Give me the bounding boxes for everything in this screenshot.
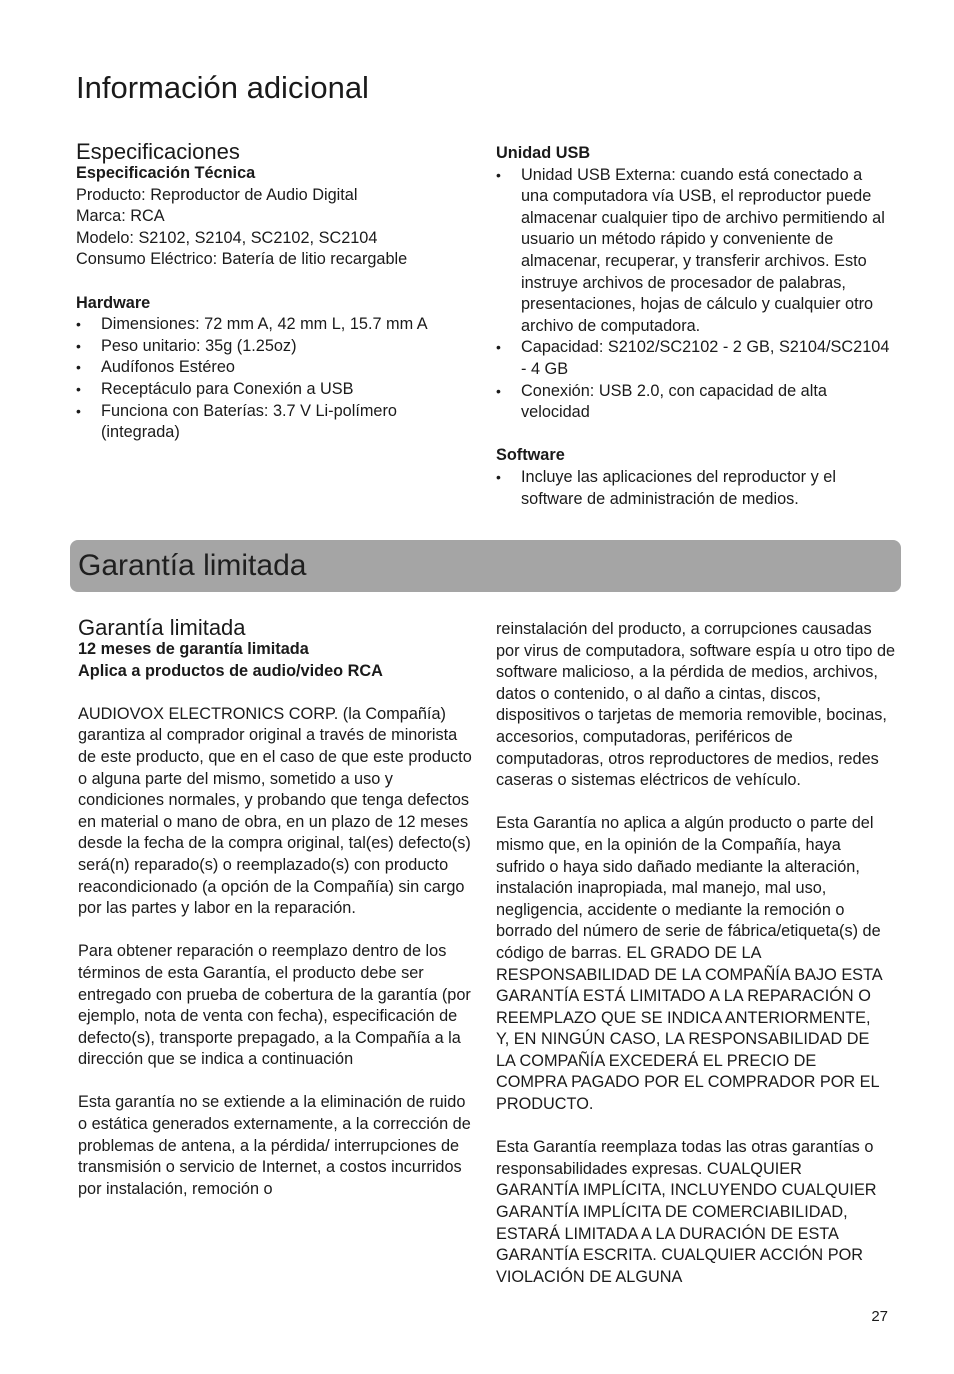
list-item: • Capacidad: S2102/SC2102 - 2 GB, S2104/SC2104 - 4 GB [496,337,896,380]
list-item: • Conexión: USB 2.0, con capacidad de alta velocidad [496,381,841,424]
usb-list [496,165,896,424]
page-number: 27 [871,1308,888,1325]
warranty-paragraph-1: AUDIOVOX ELECTRONICS CORP. (la Compañía) garantiza al comprador original a través de minorista de este producto, que en el caso de que este producto o alguna parte del mismo, sometido a uso y condiciones normales, y probando que tenga defectos en material o mano de obra, en un plazo de 12 meses desde la fecha de la compra original, tal(es) defecto(s) será(n) reparado(s) o reemplazado(s) con producto reacondicionado (a opción de la Compañía) sin cargo por las partes y labor en la reparación. [78,704,472,918]
list-item: • Funciona con Baterías: 3.7 V Li-polímero (integrada) [76,401,411,444]
software-heading: Software [496,446,565,465]
software-list [496,467,896,510]
page-title: Información adicional [76,70,369,105]
warranty-paragraph-3-part-1: Esta garantía no se extiende a la eliminación de ruido o estática generados externamente, a la corrección de problemas de antena, a la pérdida/ interrupciones de transmisión o servicio de Internet, a costos incurridos por instalación, remoción o [78,1093,471,1198]
warranty-paragraph-2: Para obtener reparación o reemplazo dentro de los términos de esta Garantía, el producto debe ser entregado con prueba de cobertura de la garantía (por ejemplo, nota de venta con fecha), especificación de defecto(s), transporte prepagado, a la Compañía a la dirección que se indica a continuación [78,942,471,1069]
spec-line-power: Consumo Eléctrico: Batería de litio recargable [76,250,408,269]
list-item: • Dimensiones: 72 mm A, 42 mm L, 15.7 mm A [76,314,461,336]
usb-heading: Unidad USB [496,144,591,162]
warranty-paragraph-4: Esta Garantía no aplica a algún producto o parte del mismo que, en la opinión de la Compañía, haya sufrido o haya sido dañado mediante la alteración, instalación inapropiada, mal manejo, mal uso, negligencia, accidente o mediante la remoción o borrado del número de serie de fábrica/etiqueta(s) de código de barras. EL GRADO DE LA RESPONSABILIDAD DE LA COMPAÑÍA BAJO ESTA GARANTÍA ESTÁ LIMITADO A LA REPARACIÓN O REEMPLAZO QUE SE INDICA ANTERIORMENTE, Y, EN NINGÚN CASO, LA RESPONSABILIDAD DE LA COMPAÑÍA EXCEDERÁ EL PRECIO DE COMPRA PAGADO POR EL COMPRADOR POR EL PRODUCTO. [496,814,882,1114]
spec-line-product: Producto: Reproductor de Audio Digital [76,185,358,204]
list-item: • Peso unitario: 35g (1.25oz) [76,336,461,358]
warranty-right-column [496,619,896,1288]
spec-line-model: Modelo: S2102, S2104, SC2102, SC2104 [76,228,378,247]
warranty-banner-title: Garantía limitada [78,549,307,582]
warranty-paragraph-3-part-2: reinstalación del producto, a corrupciones causadas por virus de computadora, software espía u otro tipo de software malicioso, a la pérdida de medios, archivos, datos o contenido, o al daño a cintas, discos, dispositivos o tarjetas de memoria removible, bocinas, accesorios, computadoras, periféricos de computadoras, otros reproductores de medios, redes caseras o sistemas eléctricos de vehículo. [496,620,896,790]
specs-right-column [496,143,896,510]
warranty-subheading-1: 12 meses de garantía limitada [78,640,309,658]
warranty-paragraph-5: Esta Garantía reemplaza todas las otras garantías o responsabilidades expresas. CUALQUIER GARANTÍA IMPLÍCITA, INCLUYENDO CUALQUIER GARANTÍA IMPLÍCITA DE COMERCIABILIDAD, ESTARÁ LIMITADA A LA DURACIÓN DE ESTA GARANTÍA ESCRITA. CUALQUIER ACCIÓN POR VIOLACIÓN DE ALGUNA [496,1138,877,1286]
specs-left-column [76,139,461,444]
warranty-left-column [78,615,473,1200]
list-item: • Incluye las aplicaciones del reproductor y el software de administración de medios. [496,467,866,510]
warranty-heading: Garantía limitada [78,615,246,640]
technical-spec-heading: Especificación Técnica [76,164,256,182]
spec-line-brand: Marca: RCA [76,207,165,226]
warranty-banner [70,540,901,592]
hardware-list [76,314,461,444]
list-item: • Unidad USB Externa: cuando está conectado a una computadora vía USB, el reproductor puede almacenar cualquier tipo de archivo permitiendo al usuario un método rápido y conveniente de almacenar, recuperar, y transferir archivos. Esto instruye archivos de procesador de palabras, presentaciones, hojas de cálculo y cualquier otro archivo de computadora. [496,165,891,338]
hardware-heading: Hardware [76,293,151,312]
list-item: • Audífonos Estéreo [76,357,461,379]
warranty-subheading-2: Aplica a productos de audio/video RCA [78,661,383,680]
specs-heading: Especificaciones [76,139,240,164]
list-item: • Receptáculo para Conexión a USB [76,379,461,401]
